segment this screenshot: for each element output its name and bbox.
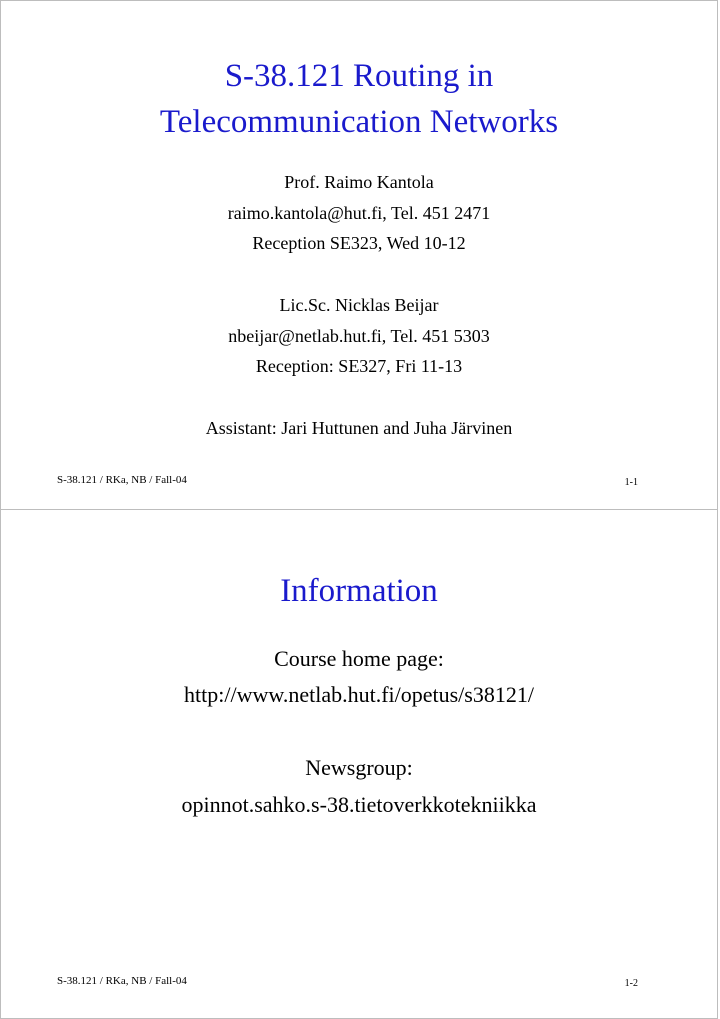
newsgroup-name: opinnot.sahko.s-38.tietoverkkotekniikka [181,792,537,817]
assistants: Assistant: Jari Huttunen and Juha Järvinen [205,418,513,438]
professor-name: Prof. Raimo Kantola [284,172,434,192]
professor-reception: Reception SE323, Wed 10-12 [252,233,466,253]
newsgroup-label: Newsgroup: [305,755,413,780]
slide-2-page-number: 1-2 [624,978,638,989]
lecturer-contact: nbeijar@netlab.hut.fi, Tel. 451 5303 [228,326,490,346]
slide-1-footer-left: S-38.121 / RKa, NB / Fall-04 [57,474,187,486]
slide-1-title-line-2: Telecommunication Networks [159,104,559,140]
lecturer-reception: Reception: SE327, Fri 11-13 [255,356,463,376]
slide-2-title-line-1: Information [280,573,438,609]
slide-1 [0,0,718,510]
course-home-page-label: Course home page: [274,646,444,671]
course-home-page-url[interactable]: http://www.netlab.hut.fi/opetus/s38121/ [184,682,534,707]
slide-1-title [1,53,717,145]
slide-2 [0,509,718,1019]
slide-2-footer-left: S-38.121 / RKa, NB / Fall-04 [57,975,187,987]
slide-1-title-line-1: S-38.121 Routing in [224,58,494,94]
slide-1-page-number: 1-1 [624,477,638,488]
slide-2-title [1,568,717,614]
lecturer-name: Lic.Sc. Nicklas Beijar [279,295,439,315]
professor-contact: raimo.kantola@hut.fi, Tel. 451 2471 [227,203,491,223]
